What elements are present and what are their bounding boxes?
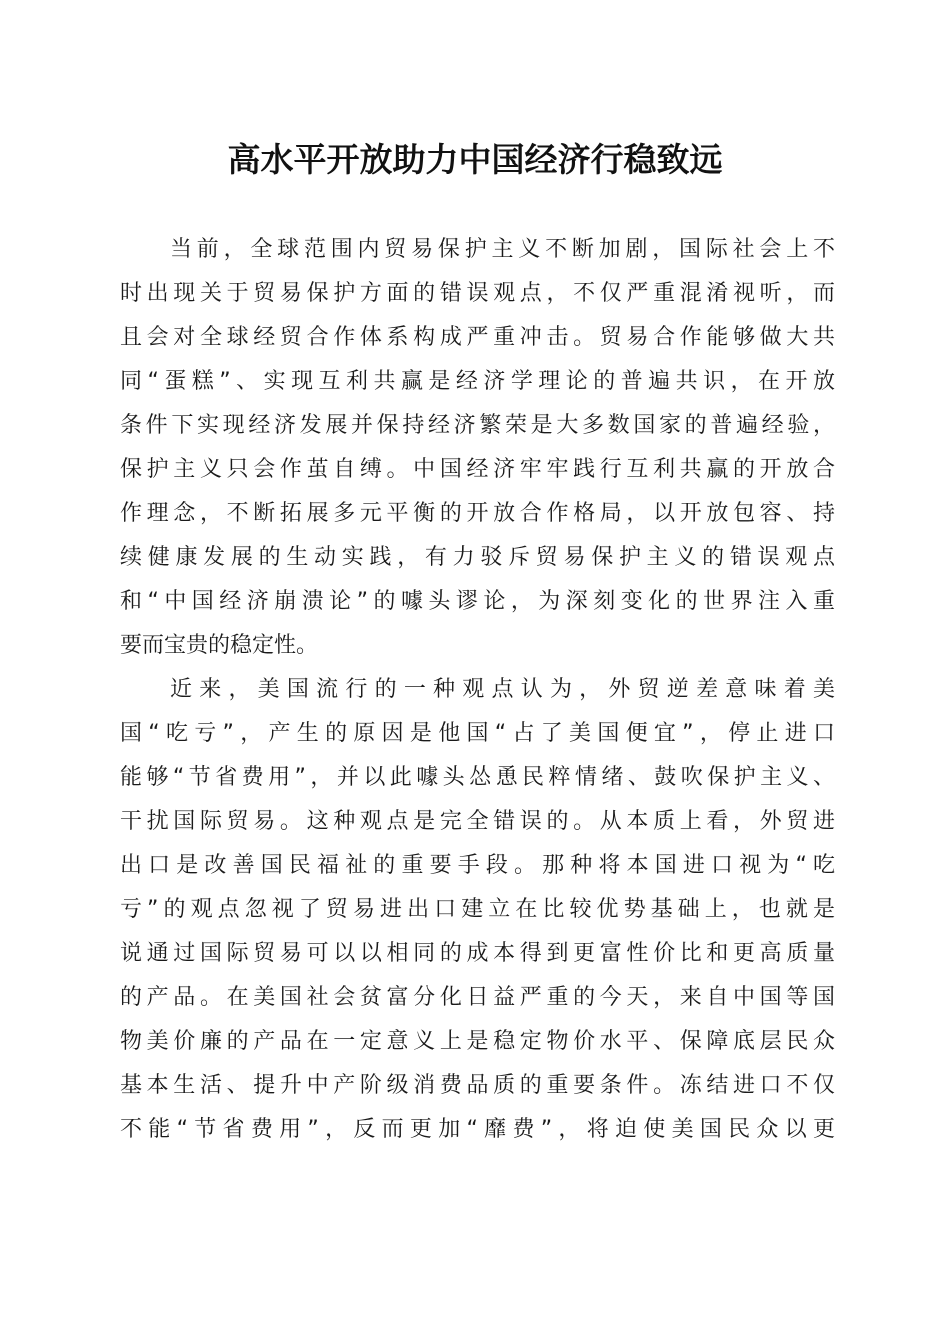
paragraph-1-line: 且会对全球经贸合作体系构成严重冲击。贸易合作能够做大共 bbox=[120, 325, 835, 350]
paragraph-2-line: 亏”的观点忽视了贸易进出口建立在比较优势基础上，也就是 bbox=[120, 897, 835, 922]
paragraph-2-line: 干扰国际贸易。这种观点是完全错误的。从本质上看，外贸进 bbox=[120, 809, 835, 834]
paragraph-1-line: 和“中国经济崩溃论”的噱头谬论，为深刻变化的世界注入重 bbox=[120, 589, 835, 614]
paragraph-1-line: 保护主义只会作茧自缚。中国经济牢牢践行互利共赢的开放合 bbox=[120, 457, 835, 482]
paragraph-2-line: 基本生活、提升中产阶级消费品质的重要条件。冻结进口不仅 bbox=[120, 1073, 835, 1098]
document-body bbox=[120, 228, 835, 1152]
paragraph-2-line: 近来，美国流行的一种观点认为，外贸逆差意味着美 bbox=[170, 677, 835, 702]
paragraph-2-line: 说通过国际贸易可以以相同的成本得到更富性价比和更高质量 bbox=[120, 941, 835, 966]
paragraph-1-line: 条件下实现经济发展并保持经济繁荣是大多数国家的普遍经验， bbox=[120, 413, 835, 438]
paragraph-2-line: 出口是改善国民福祉的重要手段。那种将本国进口视为“吃 bbox=[120, 853, 835, 878]
paragraph-1-line: 作理念，不断拓展多元平衡的开放合作格局，以开放包容、持 bbox=[120, 501, 835, 526]
paragraph-1-line: 当前，全球范围内贸易保护主义不断加剧，国际社会上不 bbox=[170, 237, 835, 262]
paragraph-2-line: 能够“节省费用”，并以此噱头怂恿民粹情绪、鼓吹保护主义、 bbox=[120, 765, 835, 790]
paragraph-1-line: 时出现关于贸易保护方面的错误观点，不仅严重混淆视听，而 bbox=[120, 281, 835, 306]
paragraph-2-line: 的产品。在美国社会贫富分化日益严重的今天，来自中国等国 bbox=[120, 985, 835, 1010]
paragraph-2-line: 国“吃亏”，产生的原因是他国“占了美国便宜”，停止进口 bbox=[120, 721, 835, 746]
paragraph-1-line: 要而宝贵的稳定性。 bbox=[120, 633, 319, 658]
document-title: 高水平开放助力中国经济行稳致远 bbox=[227, 140, 723, 179]
paragraph-2-line: 不能“节省费用”，反而更加“靡费”，将迫使美国民众以更 bbox=[120, 1117, 835, 1142]
paragraph-1-line: 续健康发展的生动实践，有力驳斥贸易保护主义的错误观点 bbox=[120, 545, 835, 570]
paragraph-1-line: 同“蛋糕”、实现互利共赢是经济学理论的普遍共识，在开放 bbox=[120, 369, 835, 394]
paragraph-2-line: 物美价廉的产品在一定意义上是稳定物价水平、保障底层民众 bbox=[120, 1029, 835, 1054]
